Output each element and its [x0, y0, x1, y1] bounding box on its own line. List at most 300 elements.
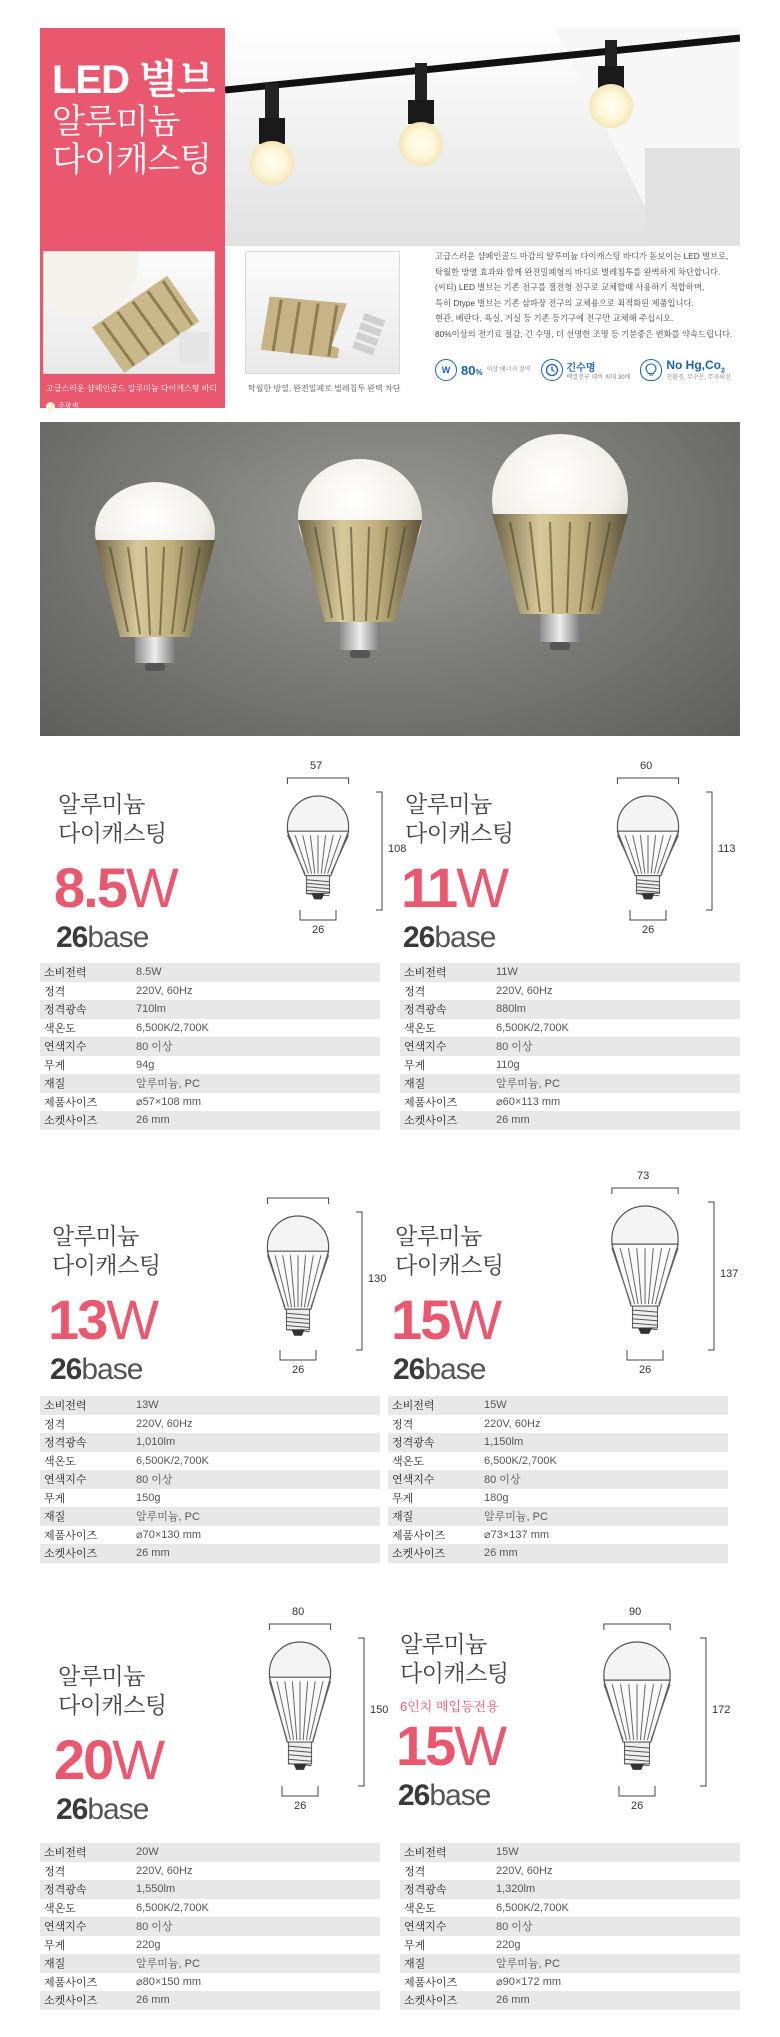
- product-line-2: 다이캐스팅: [52, 1252, 161, 1278]
- spec-value: ⌀90×172 mm: [496, 1976, 562, 1989]
- spec-key: 정격: [44, 1865, 66, 1878]
- spec-value: 26 mm: [492, 1991, 740, 2010]
- spec-key: 정격광속: [400, 1000, 492, 1019]
- spec-row: [400, 963, 740, 982]
- spec-key: 소비전력: [40, 1396, 132, 1415]
- socket-dimension-line: [282, 1786, 318, 1796]
- spec-row: [40, 1111, 380, 1130]
- spec-row: [400, 1000, 740, 1019]
- spec-key: 정격: [44, 985, 66, 998]
- spec-key: 색온도: [44, 1022, 76, 1035]
- thumbnail-caption-2: 탁월한 방열, 완전밀폐로 벌레침투 완벽 차단: [248, 384, 401, 393]
- badge-energy: [435, 359, 531, 381]
- bulb-outline: [269, 1642, 330, 1770]
- width-dimension-line: [612, 1188, 678, 1194]
- spec-key: 무게: [44, 1492, 66, 1505]
- spec-key: 재질: [400, 1954, 492, 1973]
- wattage-value: 13: [48, 1288, 107, 1351]
- spec-row: [40, 1526, 380, 1545]
- product-line-2: 다이캐스팅: [58, 1692, 167, 1718]
- spec-row: [40, 1415, 380, 1434]
- spec-value: 220V, 60Hz: [136, 1864, 193, 1877]
- base-number: 26: [393, 1353, 425, 1386]
- product-line-1: 알루미늄: [400, 1631, 487, 1657]
- spec-key: 색온도: [404, 1022, 436, 1035]
- width-dimension: 80: [292, 1606, 305, 1618]
- spec-value: 알루미늄, PC: [132, 1954, 380, 1973]
- spec-value: ⌀80×150 mm: [136, 1976, 202, 1989]
- bulb-outline: [604, 1642, 670, 1770]
- spec-row: [388, 1396, 728, 1415]
- base-number: 26: [56, 1793, 88, 1826]
- spec-row: [40, 1843, 380, 1862]
- spec-key: 연색지수: [40, 1037, 132, 1056]
- daylight-label: 주광색: [58, 403, 79, 410]
- spec-row: [400, 1862, 740, 1881]
- spec-value: 15W: [480, 1396, 728, 1415]
- product-line-2: 다이캐스팅: [395, 1252, 504, 1278]
- wattage-value: 11: [401, 856, 457, 919]
- spec-row: [400, 982, 740, 1001]
- socket-dimension: 26: [312, 924, 325, 936]
- spec-value: ⌀60×113 mm: [496, 1096, 561, 1109]
- product-label: [395, 1222, 504, 1280]
- bulb-outline-icon: [640, 359, 662, 381]
- spec-key: 재질: [40, 1507, 132, 1526]
- badge-eco: [640, 358, 731, 382]
- spec-row: [40, 1507, 380, 1526]
- spec-value: 80 이상: [132, 1917, 380, 1936]
- spec-value: 6,500K/2,700K: [496, 1901, 569, 1914]
- badge-lifespan: [541, 359, 631, 382]
- badge-energy-value: 80%: [461, 362, 483, 378]
- spec-row: [40, 1862, 380, 1881]
- spec-row: [40, 1452, 380, 1471]
- spec-key: 정격: [404, 1865, 426, 1878]
- spec-value: 26 mm: [480, 1544, 728, 1563]
- hero-banner: [40, 28, 740, 408]
- spec-value: ⌀57×108 mm: [136, 1096, 202, 1109]
- spec-row: [400, 1880, 740, 1899]
- spec-row: [40, 982, 380, 1001]
- spec-value: 6,500K/2,700K: [484, 1454, 557, 1467]
- product-base: [56, 1794, 148, 1826]
- width-dimension-line: [269, 1624, 330, 1630]
- height-dimension-line: [700, 1638, 706, 1786]
- spec-key: 연색지수: [40, 1917, 132, 1936]
- spec-value: 6,500K/2,700K: [136, 1901, 209, 1914]
- spec-row: [40, 1433, 380, 1452]
- bulb-outline: [287, 796, 348, 899]
- bulb-dimension-drawing: [238, 1182, 388, 1378]
- bulb-dimension-drawing: [572, 1608, 732, 1814]
- wattage-value: 15: [396, 1714, 455, 1777]
- wattage-value: 20: [54, 1728, 113, 1791]
- width-dimension: 60: [640, 760, 653, 772]
- thumbnail-socket: [245, 251, 400, 374]
- spec-value: 1,010lm: [132, 1433, 380, 1452]
- spec-value: 80 이상: [480, 1470, 728, 1489]
- spec-value: ⌀70×130 mm: [136, 1529, 202, 1542]
- spec-table: [40, 963, 380, 1130]
- spec-key: 색온도: [404, 1902, 436, 1915]
- spec-row: [40, 1917, 380, 1936]
- spec-key: 정격광속: [40, 1433, 132, 1452]
- spec-row: [388, 1489, 728, 1508]
- hero-title-line-3: 다이캐스팅: [52, 140, 212, 179]
- spec-key: 재질: [40, 1954, 132, 1973]
- hero-text-line: (씨티) LED 벌브는 기존 전구를 절전형 전구로 교체할때 사용하기 적합하며,: [435, 282, 705, 292]
- spec-value: 220V, 60Hz: [484, 1417, 541, 1430]
- badge-lifespan-desc: 백열전구 대비 최대 30배: [566, 374, 631, 381]
- base-word: base: [424, 1353, 486, 1386]
- spec-key: 색온도: [44, 1455, 76, 1468]
- hero-text-line: 현관, 베란다, 욕실, 거실 등 기존 등기구에 전구만 교체해 주십시오.: [435, 313, 674, 323]
- product-line-2: 다이캐스팅: [405, 820, 514, 846]
- wattage-unit: W: [456, 856, 508, 919]
- spec-key: 소켓사이즈: [40, 1991, 132, 2010]
- spec-row: [388, 1544, 728, 1563]
- spec-value: 94g: [136, 1058, 155, 1071]
- spec-key: 제품사이즈: [44, 1096, 98, 1109]
- spec-value: 6,500K/2,700K: [136, 1454, 209, 1467]
- spec-key: 연색지수: [388, 1470, 480, 1489]
- hero-room-image: [225, 28, 740, 246]
- hero-text-line: 특히 Dtype 벌브는 기존 삼파장 전구의 교체용으로 최적화된 제품입니다.: [435, 297, 694, 308]
- spec-value: 220V, 60Hz: [136, 984, 193, 997]
- wattage-unit: W: [125, 856, 177, 919]
- watt-icon: W: [435, 359, 457, 381]
- width-dimension: 90: [629, 1606, 642, 1618]
- spec-value: 220g: [136, 1938, 161, 1951]
- spec-value: 880lm: [492, 1000, 740, 1019]
- spec-key: 정격: [392, 1418, 414, 1431]
- spec-row: [388, 1526, 728, 1545]
- product-line-1: 알루미늄: [52, 1223, 139, 1249]
- spec-key: 소켓사이즈: [400, 1991, 492, 2010]
- hero-description: [435, 249, 740, 342]
- spec-value: 13W: [132, 1396, 380, 1415]
- product-line-2: 다이캐스팅: [400, 1660, 509, 1686]
- spec-row: [40, 1880, 380, 1899]
- spec-key: 소켓사이즈: [40, 1544, 132, 1563]
- spec-key: 소비전력: [388, 1396, 480, 1415]
- product-wattage: [396, 1714, 506, 1777]
- spec-key: 무게: [44, 1939, 66, 1952]
- socket-dimension: 26: [631, 1800, 644, 1812]
- socket-dimension-line: [300, 910, 336, 920]
- spec-key: 무게: [44, 1059, 66, 1072]
- spec-row: [400, 1917, 740, 1936]
- height-dimension: 137: [720, 1268, 739, 1280]
- spec-key: 소켓사이즈: [388, 1544, 480, 1563]
- spec-row: [400, 1936, 740, 1955]
- spec-row: [400, 1093, 740, 1112]
- product-wattage: [48, 1288, 158, 1351]
- base-number: 26: [403, 921, 435, 954]
- bulb-dimension-drawing: [580, 1172, 740, 1378]
- bulb-outline: [617, 796, 678, 899]
- spec-row: [388, 1452, 728, 1471]
- spec-key: 소비전력: [40, 963, 132, 982]
- wattage-unit: W: [454, 1714, 506, 1777]
- hero-text-line: 탁월한 방열 효과와 함께 완전밀폐형의 바디로 벌레침투를 완벽하게 차단합니다.: [435, 266, 721, 277]
- hero-title: [52, 58, 214, 179]
- width-dimension-line: [287, 778, 348, 784]
- height-dimension: 113: [718, 843, 736, 855]
- badge-energy-desc: 이상 에너지 절약: [486, 367, 531, 374]
- spec-row: [40, 1056, 380, 1075]
- base-word: base: [81, 1353, 143, 1386]
- spec-key: 제품사이즈: [44, 1976, 98, 1989]
- spec-value: 1,150lm: [480, 1433, 728, 1452]
- hero-text-line: 80%이상의 전기료 절감, 긴 수명, 더 선명한 조명 등 기분좋은 변화를 약속드립니다.: [435, 328, 733, 339]
- thumbnail-caption-1: 고급스러운 샴페인골드 알루미늄 다이캐스팅 바디: [46, 384, 218, 393]
- socket-dimension: 26: [642, 924, 655, 936]
- spec-table: [40, 1396, 380, 1563]
- spec-key: 정격: [404, 985, 426, 998]
- spec-row: [40, 1074, 380, 1093]
- width-dimension-line: [617, 778, 678, 784]
- wattage-value: 15: [391, 1288, 450, 1351]
- height-dimension: 130: [368, 1273, 387, 1285]
- spec-row: [40, 963, 380, 982]
- product-wattage: [391, 1288, 501, 1351]
- product-wattage: [401, 856, 508, 919]
- height-dimension-line: [708, 1202, 714, 1350]
- hero-title-line-2: 알루미늄: [52, 102, 180, 141]
- daylight-indicator: [46, 401, 78, 411]
- spec-key: 제품사이즈: [44, 1529, 98, 1542]
- spec-key: 재질: [40, 1074, 132, 1093]
- spec-value: 20W: [132, 1843, 380, 1862]
- socket-dimension: 26: [639, 1364, 652, 1376]
- spec-key: 정격광속: [40, 1000, 132, 1019]
- spec-value: 150g: [136, 1491, 161, 1504]
- spec-key: 색온도: [44, 1902, 76, 1915]
- product-wattage: [54, 856, 177, 919]
- spec-value: 80 이상: [492, 1917, 740, 1936]
- bulb-dimension-drawing: [588, 762, 738, 938]
- spec-row: [40, 1936, 380, 1955]
- spec-row: [388, 1470, 728, 1489]
- base-number: 26: [398, 1779, 430, 1812]
- wattage-unit: W: [106, 1288, 158, 1351]
- spec-value: 26 mm: [132, 1111, 380, 1130]
- spec-value: 알루미늄, PC: [492, 1074, 740, 1093]
- spec-value: 알루미늄, PC: [480, 1507, 728, 1526]
- product-line-1: 알루미늄: [58, 1663, 145, 1689]
- spec-row: [40, 1470, 380, 1489]
- spec-value: 220V, 60Hz: [136, 1417, 193, 1430]
- width-dimension: 73: [637, 1170, 650, 1182]
- spec-row: [40, 1000, 380, 1019]
- spec-table: [400, 963, 740, 1130]
- product-label: [52, 1222, 161, 1280]
- spec-key: 재질: [400, 1074, 492, 1093]
- spec-table: [400, 1843, 740, 2010]
- product-note: 6인치 매입등전용: [400, 1699, 499, 1714]
- spec-row: [400, 1973, 740, 1992]
- height-dimension: 172: [712, 1704, 731, 1716]
- product-label: [400, 1630, 509, 1688]
- spec-value: 220g: [496, 1938, 521, 1951]
- spec-row: [40, 1093, 380, 1112]
- spec-row: [400, 1843, 740, 1862]
- product-line-1: 알루미늄: [395, 1223, 482, 1249]
- spec-key: 재질: [388, 1507, 480, 1526]
- width-dimension-line: [604, 1624, 670, 1630]
- spec-value: 220V, 60Hz: [496, 1864, 553, 1877]
- spec-value: 6,500K/2,700K: [496, 1021, 569, 1034]
- spec-row: [40, 1037, 380, 1056]
- spec-row: [40, 1019, 380, 1038]
- width-dimension: 57: [310, 760, 323, 772]
- photo-bulb-small: [95, 482, 215, 671]
- spec-row: [40, 1489, 380, 1508]
- spec-value: 710lm: [132, 1000, 380, 1019]
- spec-key: 무게: [404, 1059, 426, 1072]
- width-dimension-line: [267, 1198, 328, 1204]
- spec-key: 정격광속: [400, 1880, 492, 1899]
- spec-key: 소비전력: [400, 1843, 492, 1862]
- spec-value: 1,550lm: [132, 1880, 380, 1899]
- socket-dimension-line: [630, 910, 666, 920]
- spec-key: 연색지수: [40, 1470, 132, 1489]
- badge-eco-desc: 친환경, 무수은, 무자외선: [666, 375, 731, 382]
- spec-row: [40, 1954, 380, 1973]
- spec-row: [400, 1954, 740, 1973]
- product-line-1: 알루미늄: [58, 791, 145, 817]
- spec-row: [40, 1991, 380, 2010]
- spec-key: 무게: [404, 1939, 426, 1952]
- photo-bulb-large: [492, 434, 628, 650]
- spec-value: 15W: [492, 1843, 740, 1862]
- spec-value: 110g: [496, 1058, 520, 1071]
- base-number: 26: [50, 1353, 82, 1386]
- base-word: base: [434, 921, 496, 954]
- spec-key: 무게: [392, 1492, 414, 1505]
- product-line-1: 알루미늄: [405, 791, 492, 817]
- spec-row: [400, 1037, 740, 1056]
- spec-value: 26 mm: [132, 1544, 380, 1563]
- wattage-unit: W: [449, 1288, 501, 1351]
- spec-table: [40, 1843, 380, 2010]
- wattage-unit: W: [112, 1728, 164, 1791]
- base-word: base: [87, 921, 149, 954]
- spec-key: 정격광속: [388, 1433, 480, 1452]
- bulb-dimension-drawing: [240, 1608, 390, 1814]
- spec-value: 6,500K/2,700K: [136, 1021, 209, 1034]
- socket-dimension-line: [280, 1350, 316, 1360]
- spec-key: 소비전력: [400, 963, 492, 982]
- product-base: [403, 922, 495, 954]
- product-line-2: 다이캐스팅: [58, 820, 167, 846]
- spec-row: [388, 1433, 728, 1452]
- spec-row: [40, 1973, 380, 1992]
- spec-row: [400, 1111, 740, 1130]
- base-number: 26: [56, 921, 88, 954]
- hero-text-line: 고급스러운 샴페인골드 마감의 알루미늄 다이캐스팅 바디가 돋보이는 LED 벌브로,: [435, 251, 729, 261]
- spec-value: 220V, 60Hz: [496, 984, 553, 997]
- spec-key: 소켓사이즈: [40, 1111, 132, 1130]
- socket-dimension-line: [619, 1786, 655, 1796]
- spec-row: [400, 1074, 740, 1093]
- bulb-dimension-drawing: [258, 762, 408, 938]
- base-word: base: [87, 1793, 149, 1826]
- height-dimension-line: [706, 792, 712, 910]
- product-base: [398, 1780, 490, 1812]
- spec-row: [40, 1544, 380, 1563]
- spec-key: 제품사이즈: [392, 1529, 446, 1542]
- spec-table: [388, 1396, 728, 1563]
- spec-value: 180g: [484, 1491, 509, 1504]
- spec-value: 8.5W: [132, 963, 380, 982]
- spec-value: 80 이상: [132, 1037, 380, 1056]
- spec-key: 제품사이즈: [404, 1976, 458, 1989]
- spec-value: 80 이상: [492, 1037, 740, 1056]
- spec-value: 알루미늄, PC: [132, 1074, 380, 1093]
- spec-key: 연색지수: [400, 1037, 492, 1056]
- spec-value: 알루미늄, PC: [132, 1507, 380, 1526]
- spec-row: [400, 1056, 740, 1075]
- spec-key: 정격: [44, 1418, 66, 1431]
- spec-row: [388, 1507, 728, 1526]
- spec-row: [400, 1991, 740, 2010]
- product-base: [393, 1354, 485, 1386]
- product-base: [50, 1354, 142, 1386]
- badge-eco-title: No $Hg,Co_2$: [666, 358, 725, 375]
- spec-row: [400, 1899, 740, 1918]
- spec-key: 제품사이즈: [404, 1096, 458, 1109]
- product-photo: [40, 422, 740, 736]
- clock-icon: [541, 359, 563, 381]
- product-label: [58, 1662, 167, 1720]
- spec-key: 연색지수: [400, 1917, 492, 1936]
- feature-badges: [435, 358, 740, 382]
- spec-value: 80 이상: [132, 1470, 380, 1489]
- socket-dimension-line: [627, 1350, 663, 1360]
- spec-row: [40, 1899, 380, 1918]
- thumbnail-gold-body: [43, 251, 215, 374]
- base-word: base: [429, 1779, 491, 1812]
- spec-row: [40, 1396, 380, 1415]
- product-label: [58, 790, 167, 848]
- spec-value: 알루미늄, PC: [492, 1954, 740, 1973]
- spec-row: [388, 1415, 728, 1434]
- spec-row: [400, 1019, 740, 1038]
- spec-value: 11W: [492, 963, 740, 982]
- spec-key: 소비전력: [40, 1843, 132, 1862]
- spec-value: 1,320lm: [492, 1880, 740, 1899]
- spec-key: 소켓사이즈: [400, 1111, 492, 1130]
- height-dimension-line: [376, 792, 382, 910]
- color-dot-icon: [46, 402, 55, 411]
- socket-dimension: 26: [292, 1364, 305, 1376]
- height-dimension-line: [356, 1212, 362, 1350]
- bulb-outline: [267, 1216, 328, 1336]
- spec-value: 26 mm: [132, 1991, 380, 2010]
- height-dimension: 150: [370, 1704, 389, 1716]
- product-label: [405, 790, 514, 848]
- wattage-value: 8.5: [54, 856, 126, 919]
- height-dimension: 108: [388, 843, 407, 855]
- spec-value: ⌀73×137 mm: [484, 1529, 550, 1542]
- height-dimension-line: [358, 1638, 364, 1786]
- spec-key: 색온도: [392, 1455, 424, 1468]
- bulb-outline: [612, 1206, 678, 1334]
- photo-bulb-medium: [298, 459, 422, 658]
